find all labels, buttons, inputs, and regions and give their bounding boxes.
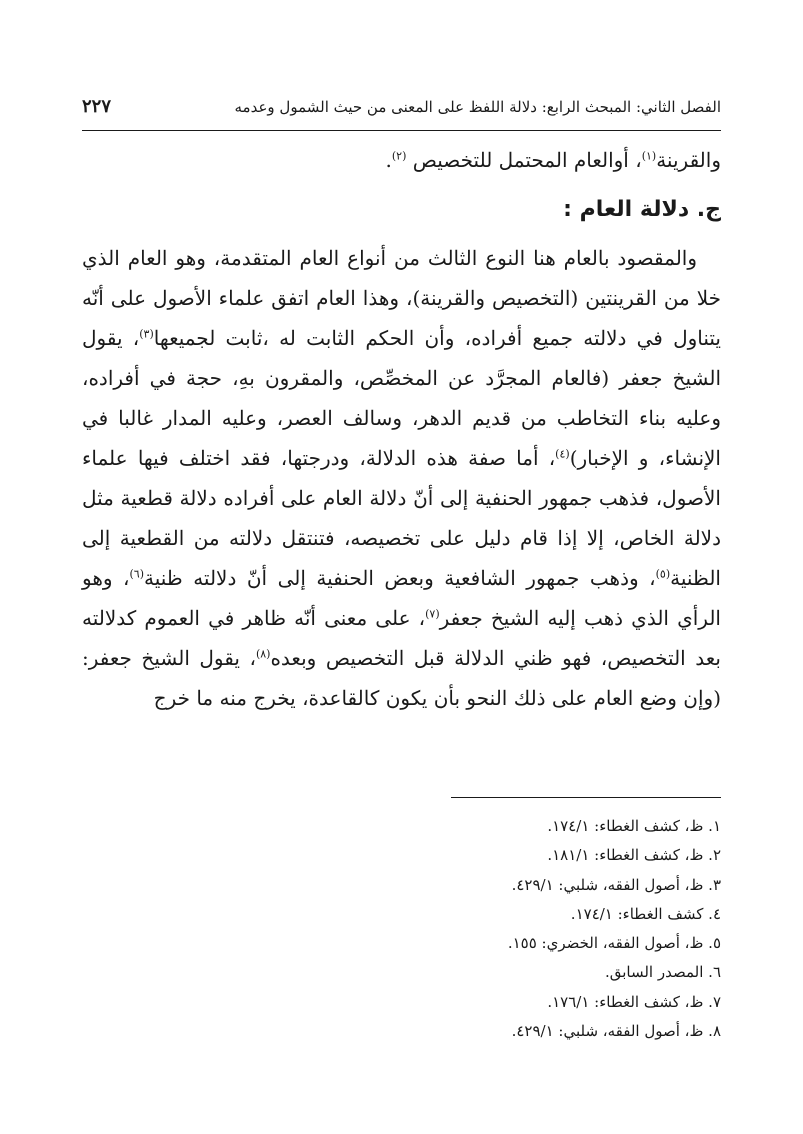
footnote-ref-2[interactable]: (٢) xyxy=(391,149,407,163)
paragraph-segment: ، أما صفة هذه الدلالة، ودرجتها، فقد اختلف فيها علماء الأصول، فذهب جمهور الحنفية إلى أنّ دلالة العام على أفراده دلالة قطعية مثل دلالة الخاص، إلا إذا قام دليل على تخصيصه، فتنتقل دلالته من القطعية إلى الظنية xyxy=(82,446,721,590)
footnote-item: ٢. ظ، كشف الغطاء: ١٨١/١. xyxy=(547,846,721,865)
intro-end: . xyxy=(385,148,392,172)
footnote-ref-4[interactable]: (٤) xyxy=(555,447,570,461)
intro-line xyxy=(82,140,721,180)
footnote-ref-3[interactable]: (٣) xyxy=(139,327,154,341)
header-divider xyxy=(82,130,721,131)
running-header xyxy=(82,96,721,128)
main-paragraph xyxy=(82,238,721,718)
footnote-ref-6[interactable]: (٦) xyxy=(129,567,144,581)
paragraph-segment: والمقصود بالعام هنا النوع الثالث من أنواع العام المتقدمة، وهو العام الذي خلا من القرينتين (التخصيص والقرينة)، وهذا العام اتفق علماء الأصول على أنّه يتناول في دلالته جميع أفراده، وأن الحكم الثابت له ،ثابت لجميعها xyxy=(82,246,722,350)
footnote-item: ٤. كشف الغطاء: ١٧٤/١. xyxy=(570,904,721,923)
intro-text: والقرينة xyxy=(656,148,721,172)
paragraph-segment: ، وذهب جمهور الشافعية وبعض الحنفية إلى أنّ دلالته ظنية xyxy=(144,566,656,590)
section-heading: ج. دلالة العام : xyxy=(563,197,721,222)
footnote-item: ٦. المصدر السابق. xyxy=(604,963,721,982)
footnote-item: ١. ظ، كشف الغطاء: ١٧٤/١. xyxy=(547,817,721,835)
paragraph-segment: ، يقول الشيخ جعفر: (وإن وضع العام على ذلك النحو بأن يكون كالقاعدة، يخرج منه ما خرج xyxy=(82,646,721,710)
footnote-ref-8[interactable]: (٨) xyxy=(255,647,271,661)
body-text xyxy=(82,140,721,718)
chapter-title: الفصل الثاني: المبحث الرابع: دلالة اللفظ على المعنى من حيث الشمول وعدمه xyxy=(234,98,721,116)
paragraph-segment: ، يقول الشيخ جعفر (فالعام المجرَّد عن المخصِّص، والمقرون بهِ، حجة في أفراده، وعليه بناء التخاطب من قديم الدهر، وسالف العصر، وعليه المدار غالبا في الإنشاء، و الإخبار) xyxy=(82,326,721,470)
footnote-ref-1[interactable]: (١) xyxy=(641,149,657,163)
footnote-item: ٥. ظ، أصول الفقه، الخضري: ١٥٥. xyxy=(507,934,721,953)
page-number: ٢٢٧ xyxy=(82,96,112,117)
intro-middle: ، أوالعام المحتمل للتخصيص xyxy=(406,148,642,172)
footnote-divider xyxy=(451,797,721,798)
footnote-item: ٧. ظ، كشف الغطاء: ١٧٦/١. xyxy=(547,992,721,1011)
footnote-ref-7[interactable]: (٧) xyxy=(425,607,440,621)
footnote-item: ٨. ظ، أصول الفقه، شلبي: ٤٢٩/١. xyxy=(511,1022,721,1041)
footnote-ref-5[interactable]: (٥) xyxy=(655,567,671,581)
paragraph-segment: ، وهو الرأي الذي ذهب إليه الشيخ جعفر xyxy=(82,566,721,630)
paragraph-segment: ، على معنى أنّه ظاهر في العموم كدلالته بعد التخصيص، فهو ظني الدلالة قبل التخصيص وبعده xyxy=(82,606,721,670)
footnotes-list xyxy=(82,812,721,1046)
footnote-item: ٣. ظ، أصول الفقه، شلبي: ٤٢٩/١. xyxy=(511,875,721,894)
